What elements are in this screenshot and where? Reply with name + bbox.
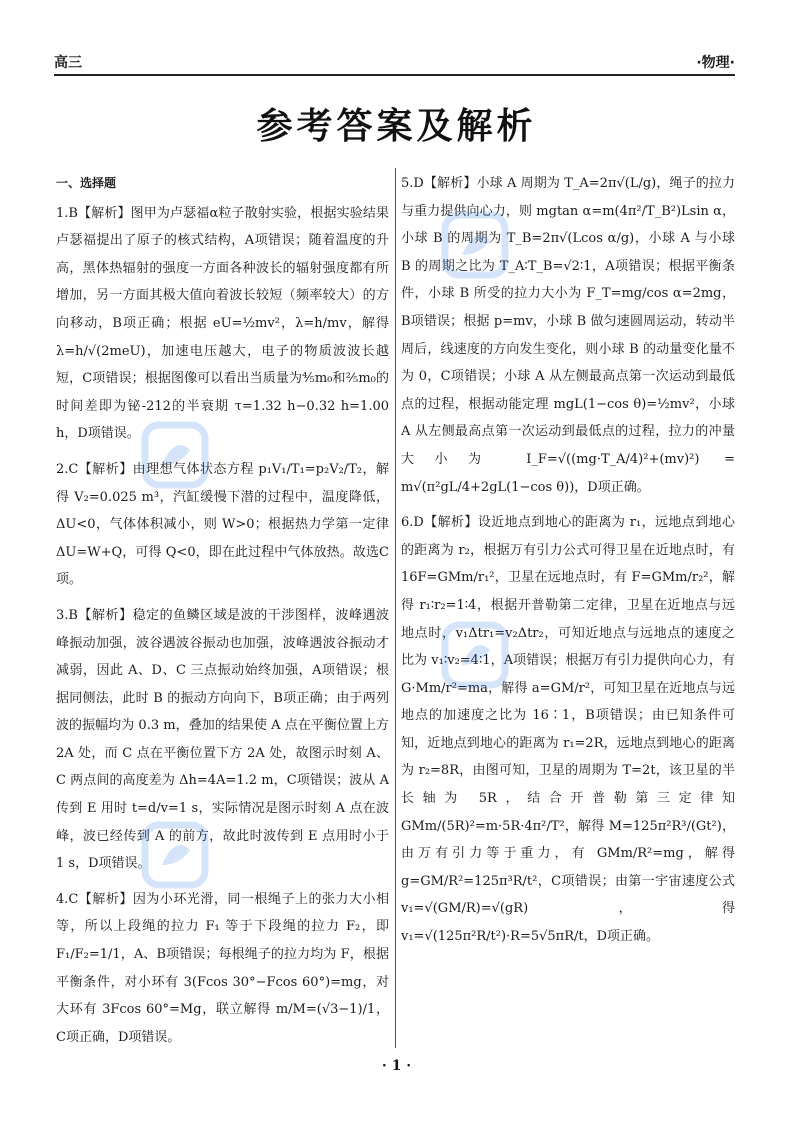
answer-4: 4.C【解析】因为小环光滑，同一根绳子上的张力大小相等，所以上段绳的拉力 F₁ 等于下段绳的拉力 F₂，即 F₁/F₂=1/1，A、B项错误；每根绳子的拉力均为 F，根据平衡条件，对小环有 3(Fcos 30°−Fcos 60°)=mg，对大环有 3Fcos 60°=Mg，联立解得 m/M=(√3−1)/1，C项正确，D项错误。 [56,891,389,1045]
page-title: 参考答案及解析 [256,106,537,147]
header-rule [54,74,735,76]
answer-2: 2.C【解析】由理想气体状态方程 p₁V₁/T₁=p₂V₂/T₂，解得 V₂=0.025 m³，汽缸缓慢下潜的过程中，温度降低，ΔU<0，气体体积减小，则 W>0；根据热力学第一定律 ΔU=W+Q，可得 Q<0，即在此过程中气体放热。故选C项。 [56,461,389,588]
answer-5: 5.D【解析】小球 A 周期为 T_A=2π√(L/g)，绳子的拉力与重力提供向心力，则 mgtan α=m(4π²/T_B²)Lsin α，小球 B 的周期为 T_B=2π√(Lcos α/g)，小球 A 与小球 B 的周期之比为 T_A∶T_B=√2∶1，A项错误；根据平衡条件，小球 B 所受的拉力大小为 F_T=mg/cos α=2mg，B项错误；根据 p=mv，小球 B 做匀速圆周运动，转动半周后，线速度的方向发生变化，则小球 B 的动量变化量不为 0，C项错误；小球 A 从左侧最高点第一次运动到最低点的过程，根据动能定理 mgL(1−cos θ)=½mv²，小球 A 从左侧最高点第一次运动到最低点的过程，拉力的冲量大小为 I_F=√((mg·T_A/4)²+(mv)²) = m√(π²gL/4+2gL(1−cos θ))，D项正确。 [401,176,735,495]
answer-3: 3.B【解析】稳定的鱼鳞区域是波的干涉图样，波峰遇波峰振动加强，波谷遇波谷振动也加强，波峰遇波谷振动才减弱，因此 A、D、C 三点振动始终加强，A项错误；根据同侧法，此时 B 的振动方向向下，B项正确；由于两列波的振幅均为 0.3 m，叠加的结果使 A 点在平衡位置上方 2A 处，而 C 点在平衡位置下方 2A 处，故图示时刻 A、C 两点间的高度差为 Δh=4A=1.2 m，C项错误；波从 A 传到 E 用时 t=d/v=1 s，实际情况是图示时刻 A 点在波峰，波已经传到 A 的前方，故此时波传到 E 点用时小于 1 s，D项错误。 [56,607,389,872]
answer-1: 1.B【解析】图甲为卢瑟福α粒子散射实验，根据实验结果卢瑟福提出了原子的核式结构，A项错误；随着温度的升高，黑体热辐射的强度一方面各种波长的辐射强度都有所增加，另一方面其极大值向着波长较短（频率较大）的方向移动，B项正确；根据 eU=½mv²，λ=h/mv，解得 λ=h/√(2meU)，加速电压越大，电子的物质波波长越短，C项错误；根据图像可以看出当质量为⅘m₀和⅖m₀的时间差即为铋-212的半衰期 τ=1.32 h−0.32 h=1.00 h，D项错误。 [56,205,389,442]
answer-6: 6.D【解析】设近地点到地心的距离为 r₁，远地点到地心的距离为 r₂，根据万有引力公式可得卫星在近地点时，有 16F=GMm/r₁²，卫星在远地点时，有 F=GMm/r₂²，解得 r₁∶r₂=1∶4，根据开普勒第二定律，卫星在近地点与远地点时，v₁Δtr₁=v₂Δtr₂，可知近地点与远地点的速度之比为 v₁∶v₂=4∶1，A项错误；根据万有引力提供向心力，有 G·Mm/r²=ma，解得 a=GM/r²，可知卫星在近地点与远地点的加速度之比为 16∶1，B项错误；由已知条件可知，近地点到地心的距离为 r₁=2R，远地点到地心的距离为 r₂=8R，由图可知，卫星的周期为 T=2t，该卫星的半长轴为 5R，结合开普勒第三定律知 GMm/(5R)²=m·5R·4π²/T²，解得 M=125π²R³/(Gt²)，由万有引力等于重力，有 GMm/R²=mg，解得 g=GM/R²=125π³R/t²，C项错误；由第一宇宙速度公式 v₁=√(GM/R)=√(gR)，得 v₁=√(125π²R/t²)·R=5√5πR/t，D项正确。 [401,515,735,945]
section-heading: 一、选择题 [56,176,117,190]
subject-label: ·物理· [696,55,735,71]
right-column [401,170,735,959]
page-header [54,52,735,74]
page-number: · 1 · [381,1058,412,1074]
grade-label: 高三 [54,55,82,71]
left-column [56,170,389,1059]
column-divider [395,168,396,1048]
